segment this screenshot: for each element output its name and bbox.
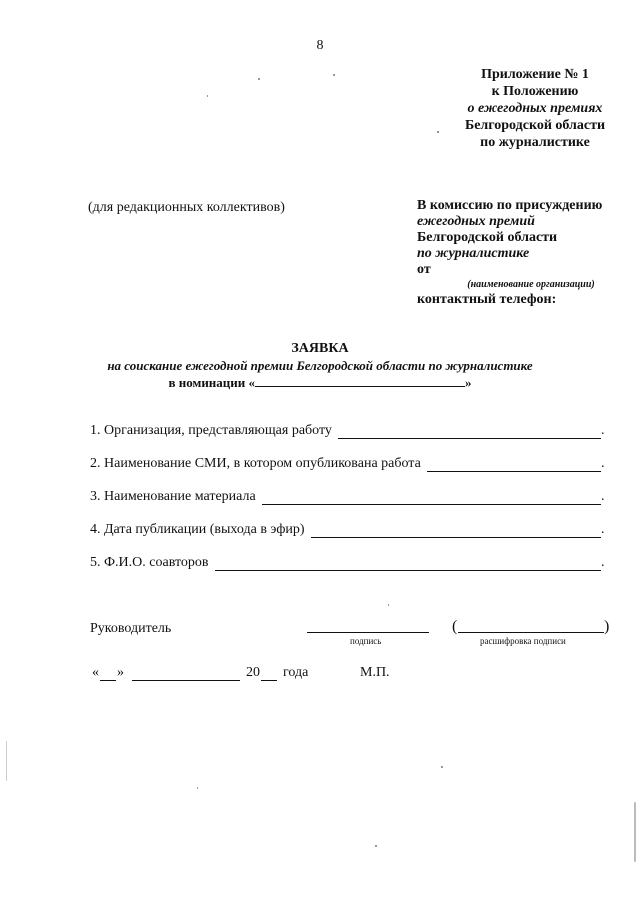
signature-field[interactable] <box>307 632 429 633</box>
stamp-label: М.П. <box>360 665 390 680</box>
field-coauthors <box>90 555 605 571</box>
signature-decoding-field[interactable] <box>458 632 604 633</box>
day-field[interactable] <box>100 668 116 681</box>
signature-caption: подпись <box>350 636 382 646</box>
title-heading: ЗАЯВКА <box>291 341 349 356</box>
scan-speck <box>388 604 389 606</box>
field-organization-input[interactable] <box>338 426 601 439</box>
addressee-line-1: В комиссию по присуждению <box>417 198 603 213</box>
nomination-line <box>0 374 640 391</box>
scan-edge-mark <box>634 802 636 862</box>
scan-speck <box>333 74 335 76</box>
scan-speck <box>437 131 439 133</box>
scan-speck <box>375 845 377 847</box>
field-label: 4. Дата публикации (выхода в эфир) <box>90 522 305 537</box>
field-media-name-input[interactable] <box>427 459 601 472</box>
field-publication-date <box>90 522 605 538</box>
field-coauthors-input[interactable] <box>215 558 601 571</box>
nomination-suffix: » <box>465 375 472 390</box>
date-line <box>92 665 308 681</box>
addressee-line-3: Белгородской области <box>417 230 558 245</box>
nomination-prefix: в номинации « <box>168 375 256 390</box>
addressee-line-4: по журналистике <box>417 246 530 261</box>
from-row <box>417 262 627 278</box>
scan-speck <box>197 787 198 789</box>
field-end: . <box>601 522 605 537</box>
appendix-header <box>440 66 630 151</box>
nomination-field[interactable] <box>255 374 465 387</box>
field-publication-date-input[interactable] <box>311 525 601 538</box>
scan-edge-mark <box>6 741 7 781</box>
field-label: 2. Наименование СМИ, в котором опубликована работа <box>90 456 421 471</box>
year-field[interactable] <box>261 668 277 681</box>
month-field[interactable] <box>132 668 240 681</box>
field-organization <box>90 423 605 439</box>
appendix-line-3: о ежегодных премиях <box>467 101 603 116</box>
field-label: 1. Организация, представляющая работу <box>90 423 332 438</box>
date-open-quote: « <box>92 665 99 680</box>
from-label: от <box>417 262 431 277</box>
decoding-caption: расшифровка подписи <box>480 636 566 646</box>
title-subtitle: на соискание ежегодной премии Белгородской области по журналистике <box>107 358 533 373</box>
appendix-line-5: по журналистике <box>480 135 590 150</box>
decoding-open-paren: ( <box>452 618 458 635</box>
field-material-name <box>90 489 605 505</box>
addressee-line-2: ежегодных премий <box>417 214 535 229</box>
scan-speck <box>258 78 260 80</box>
appendix-line-4: Белгородской области <box>464 118 606 133</box>
year-word: года <box>283 665 309 680</box>
signature-label: Руководитель <box>90 621 172 636</box>
field-end: . <box>601 456 605 471</box>
field-end: . <box>601 555 605 570</box>
organization-caption: (наименование организации) <box>467 279 595 290</box>
field-end: . <box>601 423 605 438</box>
appendix-line-2: к Положению <box>491 84 579 99</box>
date-close-quote: » <box>117 665 124 680</box>
decoding-close-paren: ) <box>604 618 610 635</box>
scan-speck <box>207 95 208 97</box>
page-number: 8 <box>316 38 324 53</box>
field-material-name-input[interactable] <box>262 492 601 505</box>
field-label: 3. Наименование материала <box>90 489 256 504</box>
application-title <box>0 340 640 391</box>
scan-speck <box>441 766 443 768</box>
addressee-block <box>417 198 627 308</box>
phone-label: контактный телефон: <box>417 292 557 307</box>
field-media-name <box>90 456 605 472</box>
appendix-line-1: Приложение № 1 <box>481 67 589 82</box>
field-end: . <box>601 489 605 504</box>
year-prefix: 20 <box>246 665 260 680</box>
collective-note: (для редакционных коллективов) <box>88 200 285 215</box>
field-label: 5. Ф.И.О. соавторов <box>90 555 209 570</box>
